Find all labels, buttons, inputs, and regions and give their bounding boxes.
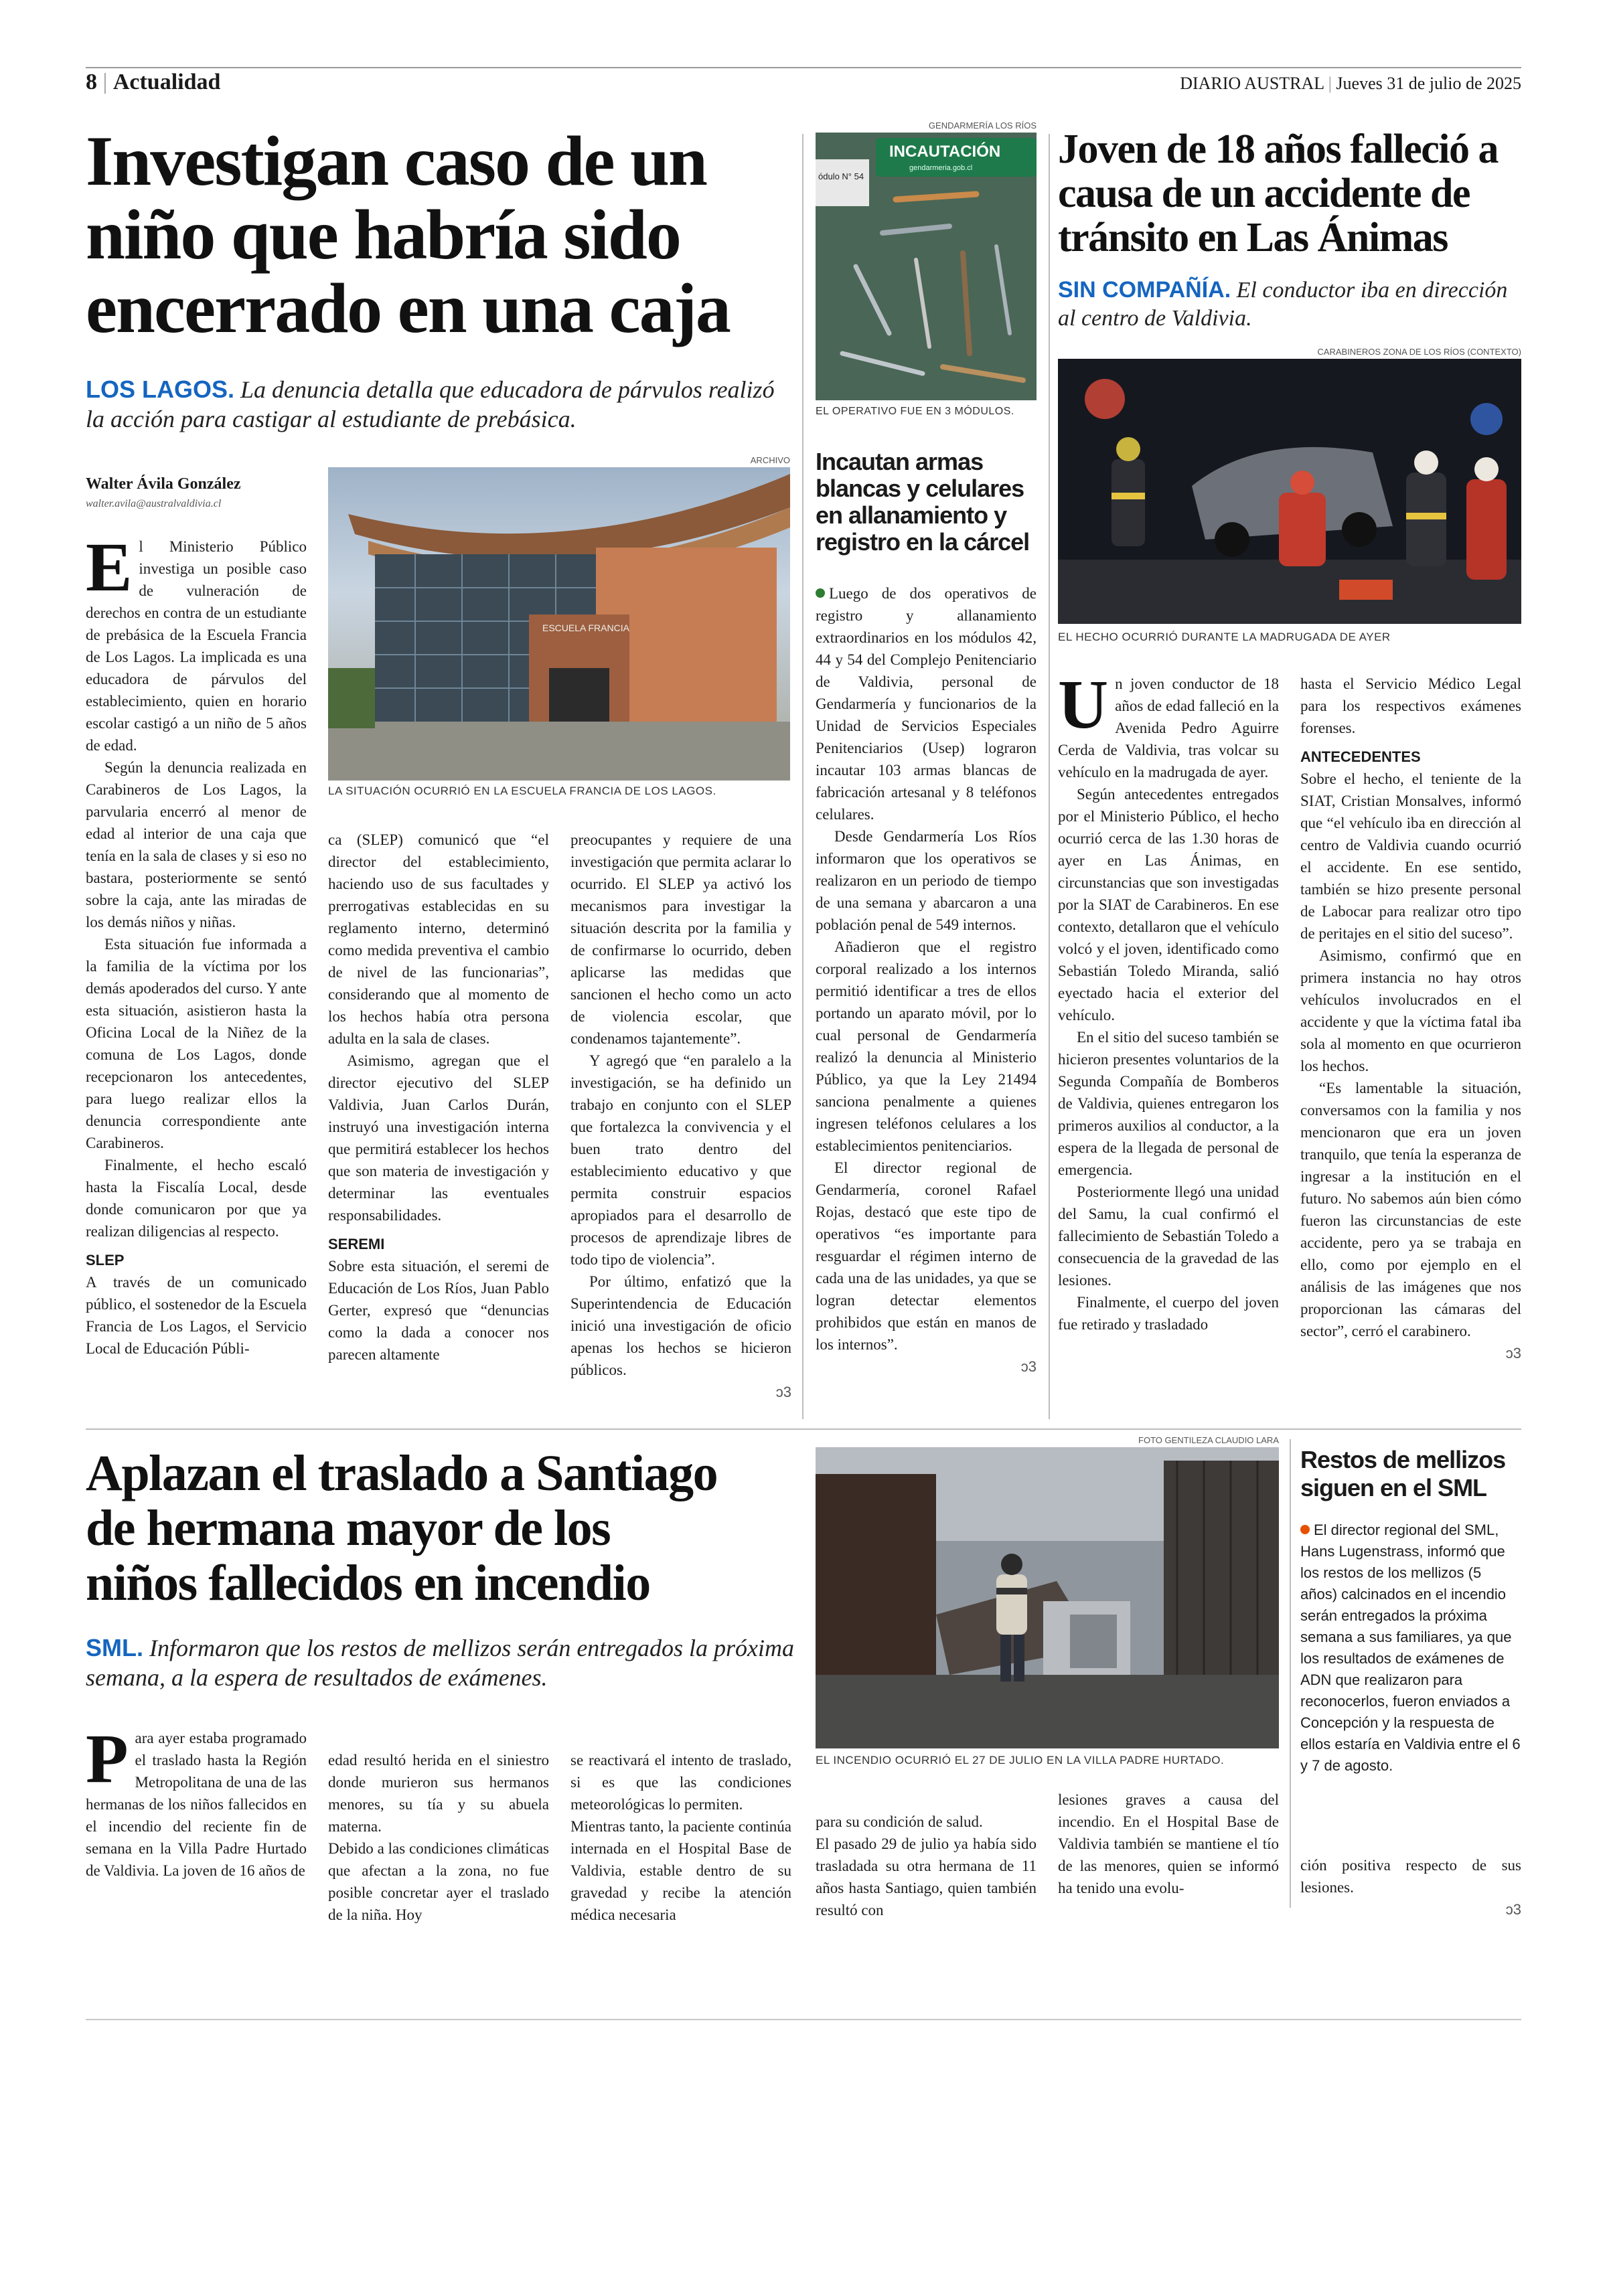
article1-col2-p1: ca (SLEP) comunicó que “el director del establecimiento, haciendo uso de sus facultades y prerrogativas establecidas en su reglamento interno, determinó como medida preventiva el cambio de nivel de las funcionarias”, considerando que al momento de los hechos había otra persona adulta en la sala de clases. [328, 831, 549, 1047]
article3-dropcap: U [1058, 666, 1109, 743]
article3-headline-line2: causa de un accidente de [1058, 171, 1470, 216]
article2-body [816, 582, 1037, 1378]
article2-p1: Luego de dos operativos de registro y allanamiento extraordinarios en los módulos 42, 44 y 54 del Complejo Penitenciario de Valdivia, personal de Gendarmería y funcionarios de la Unidad de Servicios Especiales Penitenciarios (Usep) lograron incautar 103 armas blancas de fabricación artesanal y 8 teléfonos celulares. [816, 585, 1037, 823]
article4-headline-line1: Aplazan el traslado a Santiago [86, 1445, 718, 1501]
article1-photo-caption: LA SITUACIÓN OCURRIÓ EN LA ESCUELA FRANCIA DE LOS LAGOS. [328, 785, 716, 797]
article2-headline [816, 448, 1037, 556]
article1-headline-line1: Investigan caso de un [86, 122, 706, 200]
article2-photo-caption: EL OPERATIVO FUE EN 3 MÓDULOS. [816, 406, 1014, 417]
article2-p4: El director regional de Gendarmería, coronel Rafael Rojas, destacó que este tipo de operativos “es importante para resguardar el régimen interno de cada una de las unidades, ya que se logran detectar elementos prohibidos que están en manos de los internos”. [816, 1159, 1037, 1353]
article4-photo-credit: FOTO GENTILEZA CLAUDIO LARA [1138, 1435, 1279, 1445]
article3-col2 [1300, 673, 1521, 1364]
article4-col5-text: lesiones graves a causa del incendio. En el Hospital Base de Valdivia también se mantiene el tío de las menores, quien se informó ha tenido una evolu- [1058, 1791, 1279, 1896]
rescue-scene-illustration [1058, 359, 1521, 624]
article3-headline-line1: Joven de 18 años falleció a [1058, 127, 1498, 172]
column-divider-3 [1290, 1439, 1291, 1908]
article3-col2-p1: Sobre el hecho, el teniente de la SIAT, Cristian Monsalves, informó que “el vehículo iba en dirección al centro de Valdivia cuando ocurrió el accidente. En ese sentido, también se hizo presente personal de Labocar para realizar otro tipo de peritajes en el sitio del suceso”. [1300, 770, 1521, 942]
article4-kicker: SML. [86, 1634, 143, 1661]
article1-headline [86, 122, 789, 347]
article2-p2: Desde Gendarmería Los Ríos informaron que los operativos se realizaron en un periodo de tiempo de una semana y abarcaron a una población penal de 549 internos. [816, 828, 1037, 933]
article1-kicker: LOS LAGOS. [86, 376, 235, 403]
article1-subhead-slep: SLEP [86, 1252, 125, 1268]
page-header-right: DIARIO AUSTRAL | Jueves 31 de julio de 2025 [1180, 74, 1521, 93]
article5-headline [1300, 1446, 1521, 1502]
column-divider-2 [1049, 134, 1050, 1419]
article4-col6-text: ción positiva respecto de sus lesiones. [1300, 1857, 1521, 1896]
article3-headline-line3: tránsito en Las Ánimas [1058, 215, 1448, 260]
article4-headline-line3: niños fallecidos en incendio [86, 1555, 650, 1611]
article3-col1 [1058, 666, 1279, 1335]
article3-col1-p2: Según antecedentes entregados por el Ministerio Público, el hecho ocurrió cerca de las 1.30 horas de ayer en Las Ánimas, en circunstancias que son investigadas por la SIAT de Carabineros. En ese contexto, detallaron que el vehículo volcó y el joven, identificado como Sebastián Toledo Miranda, salió eyectado hacia el exterior del vehículo. [1058, 786, 1279, 1023]
article3-col2-p0: hasta el Servicio Médico Legal para los respectivos exámenes forenses. [1300, 675, 1521, 736]
article3-kicker: SIN COMPAÑÍA. [1058, 277, 1231, 303]
article1-subhead-seremi: SEREMI [328, 1236, 385, 1252]
article4-col1-text: ara ayer estaba programado el traslado hasta la Región Metropolitana de una de las hermanas de los niños fallecidos en el incendio del reciente fin de semana en la Villa Padre Hurtado de Valdivia. La joven de 16 años de [86, 1730, 307, 1879]
article3-end-symbol: ↄ3 [1505, 1345, 1521, 1362]
article3-deck-text: El conductor iba en dirección al centro de Valdivia. [1058, 278, 1508, 331]
author-name: Walter Ávila González [86, 475, 241, 493]
article1-col2-p2: Asimismo, agregan que el director ejecutivo del SLEP Valdivia, Juan Carlos Durán, instruyó una investigación interna que permitirá establecer los hechos que son materia de investigación y determinar las eventuales responsabilidades. [328, 1052, 549, 1224]
article4-col1 [86, 1720, 307, 1882]
page-header-left: 8 | Actualidad [86, 70, 221, 94]
header-top-rule [86, 67, 1521, 68]
article1-col1-p4: Finalmente, el hecho escaló hasta la Fiscalía Local, desde donde comunicaron por que ya realizan diligencias al respecto. [86, 1157, 307, 1240]
article3-col2-p2: Asimismo, confirmó que en primera instancia no hay otros vehículos involucrados en el accidente y que la víctima fatal iba sola al momento en que ocurrieron los hechos. [1300, 947, 1521, 1074]
article3-col1-p3: En el sitio del suceso también se hicieron presentes voluntarios de la Segunda Compañía de Bomberos de Valdivia, quienes entregaron los primeros auxilios al conductor, a la espera de la llegada de personal de emergencia. [1058, 1029, 1279, 1178]
article4-col3-text: se reactivará el intento de traslado, si es que las condiciones meteorológicas lo permiten. Mientras tanto, la paciente continúa internada en el Hospital Base de Valdivia, estable dentro de su gravedad y recibe la atención médica necesaria [570, 1752, 791, 1923]
issue-date: Jueves 31 de julio de 2025 [1336, 74, 1521, 93]
article1-col1-p1: l Ministerio Público investiga un posible caso de vulneración de derechos en contra de un estudiante de prebásica de la Escuela Francia de Los Lagos. La implicada es una educadora de párvulos del establecimiento, quien en horario escolar castigó a un niño de 5 años de edad. [86, 538, 307, 754]
school-sign-text: ESCUELA FRANCIA [542, 623, 629, 633]
article2-headline-line2: blancas y celulares [816, 475, 1024, 502]
article1-end-symbol: ↄ3 [775, 1384, 791, 1400]
article4-col3 [570, 1727, 791, 1948]
article3-col1-p5: Finalmente, el cuerpo del joven fue retirado y trasladado [1058, 1294, 1279, 1333]
article2-headline-line1: Incautan armas [816, 448, 984, 475]
article4-col4 [816, 1789, 1037, 1943]
article2-headline-line4: registro en la cárcel [816, 528, 1030, 556]
article4-end-symbol: ↄ3 [1505, 1901, 1521, 1918]
article1-deck [86, 375, 795, 434]
article5-bullet [1300, 1525, 1310, 1534]
article1-dropcap: E [86, 529, 133, 606]
article3-col1-p1: n joven conductor de 18 años de edad falleció en la Avenida Pedro Aguirre Cerda de Valdivia, tras volcar su vehículo en la madrugada de ayer. [1058, 675, 1279, 781]
page-number: 8 [86, 70, 97, 94]
article4-deck [86, 1633, 809, 1692]
fire-aftermath-illustration [816, 1447, 1279, 1748]
article3-subhead-antecedentes: ANTECEDENTES [1300, 748, 1421, 765]
article5-headline-line2: siguen en el SML [1300, 1474, 1487, 1501]
article4-fire-photo [816, 1447, 1279, 1748]
article3-col1-p4: Posteriormente llegó una unidad del Samu, la cual confirmó el fallecimiento de Sebastián Toledo a consecuencia de la gravedad de las lesiones. [1058, 1183, 1279, 1289]
article1-col2-p3: Sobre esta situación, el seremi de Educación de Los Ríos, Juan Pablo Gerter, expresó que “denuncias como la dada a conocer nos parecen altamente [328, 1258, 549, 1363]
article3-photo-caption: EL HECHO OCURRIÓ DURANTE LA MADRUGADA DE AYER [1058, 631, 1391, 643]
article1-col1-p5: A través de un comunicado público, el sostenedor de la Escuela Francia de Los Lagos, el Servicio Local de Educación Públi- [86, 1274, 307, 1357]
article1-photo-credit: ARCHIVO [750, 455, 790, 465]
footer-rule [86, 2019, 1521, 2020]
article4-dropcap: P [86, 1720, 129, 1797]
seized-weapons-illustration [816, 133, 1037, 400]
article3-col2-p3: “Es lamentable la situación, conversamos con la familia y nos mencionaron que era un joven tranquilo, que tenía la esperanza de ingresar a la institución en el futuro. No sabemos aún bien cómo fueron las circunstancias de este accidente, pero ya se trabaja en ello, como por ejemplo en el análisis de las imágenes que nos proporcionan las cámaras del sector”, cerró el carabinero. [1300, 1080, 1521, 1339]
article3-photo-credit: CARABINEROS ZONA DE LOS RÍOS (CONTEXTO) [1317, 347, 1521, 357]
column-divider-1 [802, 134, 804, 1419]
article4-headline [86, 1446, 809, 1611]
middle-rule [86, 1428, 1521, 1430]
article1-col1-p2: Según la denuncia realizada en Carabineros de Los Lagos, la parvularia encerró al menor de edad al interior de una caja que tenía en la sala de clases y si eso no bastara, posteriormente se sentó sobre la caja, ante las miradas de los demás niños y niñas. [86, 759, 307, 930]
article3-accident-photo [1058, 359, 1521, 624]
article1-headline-line2: niño que habría sido [86, 195, 680, 274]
author-email: walter.avila@australvaldivia.cl [86, 498, 222, 509]
seizure-sign-text: INCAUTACIÓN [889, 143, 1001, 161]
article5-text: El director regional del SML, Hans Lugenstrass, informó que los restos de los mellizos (5 años) calcinados en el incendio serán entregados la próxima semana a sus familiares, ya que los resultados de exámenes de ADN que realizaron para reconocerlos, fueron enviados a Concepción y la respuesta de ellos estaría en Valdivia entre el 6 y 7 de agosto. [1300, 1522, 1521, 1774]
article4-col2 [328, 1727, 549, 1948]
article2-p3: Añadieron que el registro corporal realizado a los internos permitió identificar a tres de ellos portando un aparato móvil, por lo cual personal de Gendarmería realizó la denuncia al Ministerio Público, ya que la Ley 21494 sanciona penalmente a quienes ingresen teléfonos celulares a los establecimientos penitenciarios. [816, 938, 1037, 1154]
article1-deck-text: La denuncia detalla que educadora de párvulos realizó la acción para castigar al estudiante de prebásica. [86, 376, 775, 432]
section-name: Actualidad [112, 70, 221, 94]
school-building-illustration [328, 467, 790, 781]
article2-photo-credit: GENDARMERÍA LOS RÍOS [928, 120, 1037, 131]
article3-headline [1058, 127, 1527, 260]
article2-weapons-photo [816, 133, 1037, 400]
article5-body [1300, 1520, 1521, 1777]
article4-deck-text: Informaron que los restos de mellizos serán entregados la próxima semana, a la espera de resultados de exámenes. [86, 1635, 794, 1691]
article1-col3-p3: Por último, enfatizó que la Superintendencia de Educación inició una investigación de oficio apenas los hechos se hicieron públicos. [570, 1273, 791, 1378]
article4-col6 [1300, 1854, 1521, 1920]
article5-headline-line1: Restos de mellizos [1300, 1446, 1506, 1473]
paper-name: DIARIO AUSTRAL [1180, 74, 1324, 93]
article3-deck [1058, 276, 1527, 333]
article2-headline-line3: en allanamiento y [816, 501, 1007, 529]
article4-photo-caption: EL INCENDIO OCURRIÓ EL 27 DE JULIO EN LA VILLA PADRE HURTADO. [816, 1754, 1225, 1767]
article2-end-symbol: ↄ3 [1020, 1358, 1037, 1375]
article4-col2-text: edad resultó herida en el siniestro donde murieron sus hermanos menores, su tía y su abuela materna. Debido a las condiciones climáticas que afectan a la zona, no fue posible concretar ayer el traslado de la niña. Hoy [328, 1752, 549, 1923]
article1-col1 [86, 529, 307, 1360]
article1-col3 [570, 829, 791, 1403]
article2-bullet [816, 588, 825, 598]
article4-headline-line2: de hermana mayor de los [86, 1500, 611, 1556]
article1-headline-line3: encerrado en una caja [86, 269, 730, 347]
module-label-text: ódulo N° 54 [818, 171, 864, 181]
seizure-sign-url: gendarmeria.gob.cl [909, 164, 973, 172]
article1-school-photo [328, 467, 790, 781]
article1-col2 [328, 829, 549, 1366]
article1-col1-p3: Esta situación fue informada a la familia de la víctima por los demás apoderados del curso. Y ante esta situación, asistieron hasta la Oficina Local de la Niñez de la comuna de Los Lagos, donde recepcionaron los antecedentes, para luego realizar ellos la denuncia correspondiente ante Carabineros. [86, 936, 307, 1151]
article4-col5 [1058, 1789, 1279, 1899]
article1-col3-p1: preocupantes y requiere de una investigación que permita aclarar lo ocurrido. El SLEP ya activó los mecanismos para investigar la situación descrita por la familia y de confirmarse lo ocurrido, deben aplicarse las medidas que sancionen el hecho como un acto de violencia escolar, que condenamos tajantemente”. [570, 831, 791, 1047]
article4-col4-text: para su condición de salud. El pasado 29 de julio ya había sido trasladada su otra hermana de 11 años hasta Santiago, quien también resultó con [816, 1813, 1037, 1918]
article1-col3-p2: Y agregó que “en paralelo a la investigación, se ha definido un trabajo en conjunto con el SLEP que fortalezca la convivencia y el buen trato dentro del establecimiento educativo y que permita construir espacios apropiados para el desarrollo de procesos de aprendizaje libres de todo tipo de violencia”. [570, 1052, 791, 1268]
